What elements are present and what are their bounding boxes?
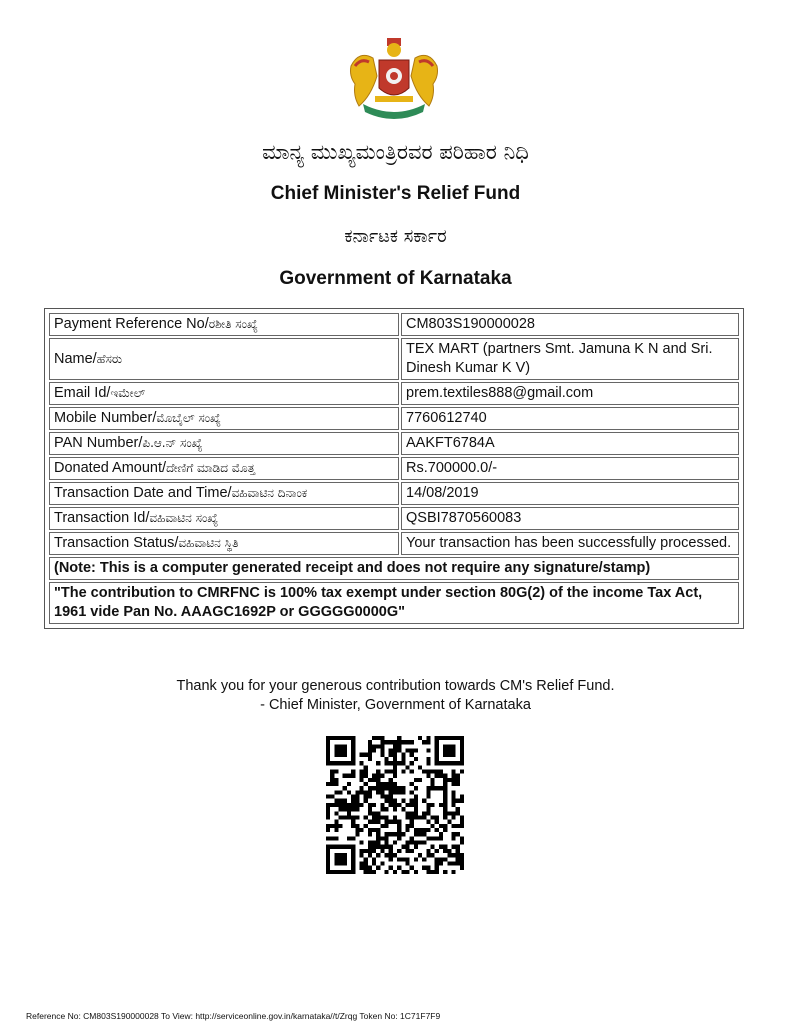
row-value-mobile: 7760612740 xyxy=(401,407,739,430)
government-english: Government of Karnataka xyxy=(279,268,512,289)
thanks-message: Thank you for your generous contribution towards CM's Relief Fund. xyxy=(176,678,615,694)
table-row xyxy=(49,507,739,530)
footer-reference: Reference No: CM803S190000028 To View: http://serviceonline.gov.in/karnataka//t/Zrqg Token No: 1C71F7F9 xyxy=(26,1011,441,1021)
row-value-transaction-id: QSBI7870560083 xyxy=(401,507,739,530)
row-value-status: Your transaction has been successfully processed. xyxy=(401,532,739,555)
table-row xyxy=(49,338,739,380)
row-value-pan: AAKFT6784A xyxy=(401,432,739,455)
row-label: Transaction Id/ವಹಿವಾಟಿನ ಸಂಖ್ಯೆ xyxy=(49,507,399,530)
computer-generated-note: (Note: This is a computer generated receipt and does not require any signature/stamp) xyxy=(49,557,739,580)
row-label: Mobile Number/ಮೊಬೈಲ್ ಸಂಖ್ಯೆ xyxy=(49,407,399,430)
row-label: Transaction Date and Time/ವಹಿವಾಟಿನ ದಿನಾಂಕ xyxy=(49,482,399,505)
thanks-signature: - Chief Minister, Government of Karnataka xyxy=(260,697,531,713)
table-row xyxy=(49,582,739,624)
title-english: Chief Minister's Relief Fund xyxy=(270,183,521,204)
row-value-date: 14/08/2019 xyxy=(401,482,739,505)
row-label: Payment Reference No/ರಶೀತಿ ಸಂಖ್ಯೆ xyxy=(49,313,399,336)
receipt-table xyxy=(44,308,744,629)
table-row xyxy=(49,432,739,455)
row-value-email: prem.textiles888@gmail.com xyxy=(401,382,739,405)
government-kannada: ಕರ್ನಾಟಕ ಸರ್ಕಾರ xyxy=(344,226,447,247)
title-kannada: ಮಾನ್ಯ ಮುಖ್ಯಮಂತ್ರಿರವರ ಪರಿಹಾರ ನಿಧಿ xyxy=(262,140,529,164)
row-label: Transaction Status/ವಹಿವಾಟಿನ ಸ್ಥಿತಿ xyxy=(49,532,399,555)
table-row xyxy=(49,457,739,480)
row-value-amount: Rs.700000.0/- xyxy=(401,457,739,480)
table-row xyxy=(49,407,739,430)
table-row xyxy=(49,482,739,505)
table-row xyxy=(49,557,739,580)
karnataka-emblem-icon xyxy=(345,36,443,124)
row-label: Email Id/ಇಮೇಲ್ xyxy=(49,382,399,405)
row-label: Donated Amount/ದೇಣಿಗೆ ಮಾಡಿದ ಮೊತ್ತ xyxy=(49,457,399,480)
row-value-payment-reference: CM803S190000028 xyxy=(401,313,739,336)
table-row xyxy=(49,382,739,405)
table-row xyxy=(49,313,739,336)
table-row xyxy=(49,532,739,555)
row-value-name: TEX MART (partners Smt. Jamuna K N and Sri. Dinesh Kumar K V) xyxy=(401,338,739,380)
row-label: PAN Number/ಪಿ.ಆ.ನ್ ಸಂಖ್ಯೆ xyxy=(49,432,399,455)
qr-code-icon xyxy=(326,736,464,874)
row-label: Name/ಹೆಸರು xyxy=(49,338,399,380)
tax-exemption-note: "The contribution to CMRFNC is 100% tax exempt under section 80G(2) of the income Tax Act, 1961 vide Pan No. AAAGC1692P or GGGGG0000G" xyxy=(49,582,739,624)
